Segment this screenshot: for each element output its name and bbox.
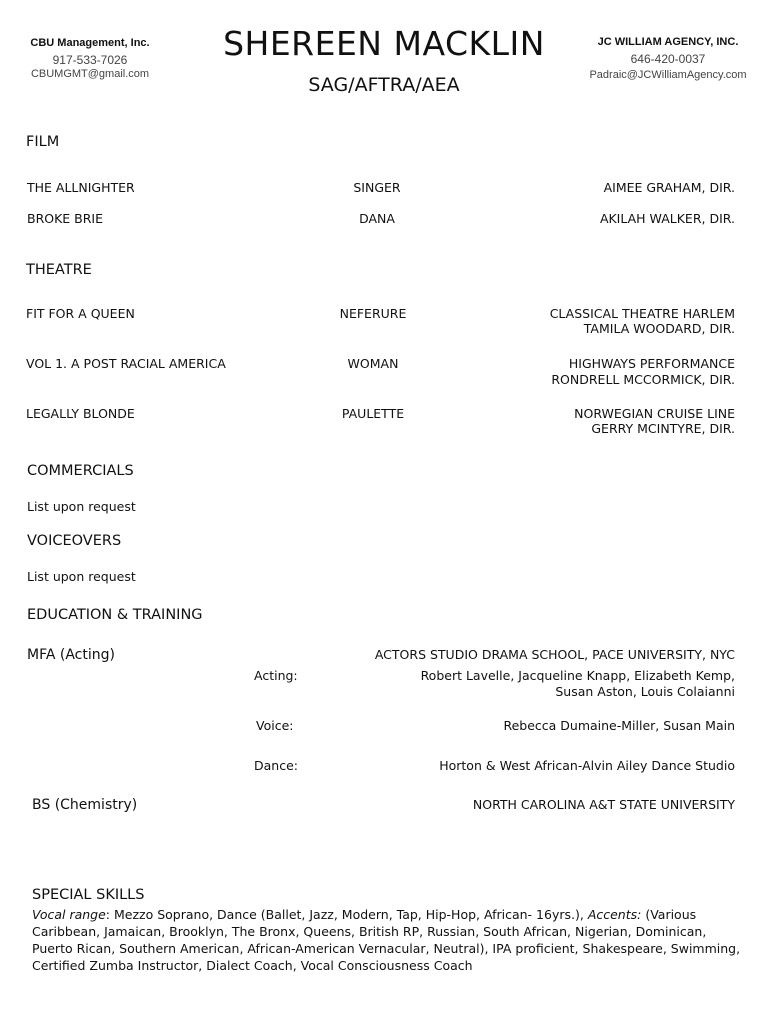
left-agency-email: CBUMGMT@gmail.com (30, 68, 150, 80)
union-affiliations: SAG/AFTRA/AEA (308, 74, 460, 96)
film-credit: AKILAH WALKER, DIR. (599, 211, 735, 226)
theatre-title: FIT FOR A QUEEN (26, 306, 135, 321)
theatre-director: RONDRELL MCCORMICK, DIR. (551, 372, 735, 387)
right-agency-name: JC WILLIAM AGENCY, INC. (597, 36, 739, 48)
mfa-school: ACTORS STUDIO DRAMA SCHOOL, PACE UNIVERSITY, NYC (374, 647, 735, 662)
theatre-title: VOL 1. A POST RACIAL AMERICA (26, 356, 226, 371)
theatre-role: WOMAN (347, 356, 399, 371)
voiceovers-heading: VOICEOVERS (27, 533, 122, 549)
theatre-title: LEGALLY BLONDE (26, 406, 135, 421)
voice-teachers: Rebecca Dumaine-Miller, Susan Main (503, 718, 735, 733)
left-agency-name: CBU Management, Inc. (30, 37, 150, 49)
theatre-role: NEFERURE (339, 306, 407, 321)
vocal-range-text: : Mezzo Soprano, Dance (Ballet, Jazz, Modern, Tap, Hip-Hop, African- 16yrs.), (105, 907, 588, 922)
film-role: SINGER (353, 180, 401, 195)
film-title: THE ALLNIGHTER (27, 180, 135, 195)
bs-degree: BS (Chemistry) (32, 797, 138, 813)
theatre-venue: NORWEGIAN CRUISE LINE (574, 406, 735, 421)
bs-school: NORTH CAROLINA A&T STATE UNIVERSITY (472, 797, 735, 812)
voice-label: Voice: (256, 718, 294, 733)
acting-label: Acting: (254, 668, 298, 683)
dance-label: Dance: (254, 758, 298, 773)
voiceovers-text: List upon request (27, 569, 136, 584)
film-heading: FILM (26, 134, 60, 150)
theatre-director: GERRY MCINTYRE, DIR. (591, 421, 735, 436)
theatre-venue: CLASSICAL THEATRE HARLEM (549, 306, 735, 321)
commercials-heading: COMMERCIALS (27, 463, 134, 479)
education-heading: EDUCATION & TRAINING (27, 607, 203, 623)
theatre-director: TAMILA WOODARD, DIR. (583, 321, 735, 336)
vocal-range-label: Vocal range (32, 907, 106, 922)
left-agency-phone: 917-533-7026 (52, 53, 128, 67)
dance-training: Horton & West African-Alvin Ailey Dance Studio (439, 758, 735, 773)
acting-teachers: Susan Aston, Louis Colaianni (555, 684, 735, 699)
skills-heading: SPECIAL SKILLS (32, 887, 145, 903)
mfa-degree: MFA (Acting) (27, 647, 115, 663)
right-agency-phone: 646-420-0037 (630, 52, 706, 66)
actor-name: SHEREEN MACKLIN (223, 24, 545, 63)
commercials-text: List upon request (27, 499, 136, 514)
film-title: BROKE BRIE (27, 211, 104, 226)
accents-label: Accents: (587, 907, 642, 922)
theatre-venue: HIGHWAYS PERFORMANCE (568, 356, 735, 371)
right-agency-email: Padraic@JCWilliamAgency.com (589, 69, 747, 81)
theatre-heading: THEATRE (26, 262, 92, 278)
accents-text: (Various Caribbean, Jamaican, Brooklyn, The Bronx, Queens, British RP, Russian, South African, Nigerian, Dominican, Puerto Rican, Southern American, African-American Vernacular, Neutral), IPA proficient, Shakespeare, Swimming, Certified Zumba Instructor, Dialect Coach, Vocal Consciousness Coach (32, 907, 741, 973)
acting-teachers: Robert Lavelle, Jacqueline Knapp, Elizabeth Kemp, (420, 668, 735, 683)
theatre-role: PAULETTE (341, 406, 405, 421)
film-role: DANA (359, 211, 395, 226)
film-credit: AIMEE GRAHAM, DIR. (603, 180, 735, 195)
skills-paragraph (32, 906, 742, 974)
